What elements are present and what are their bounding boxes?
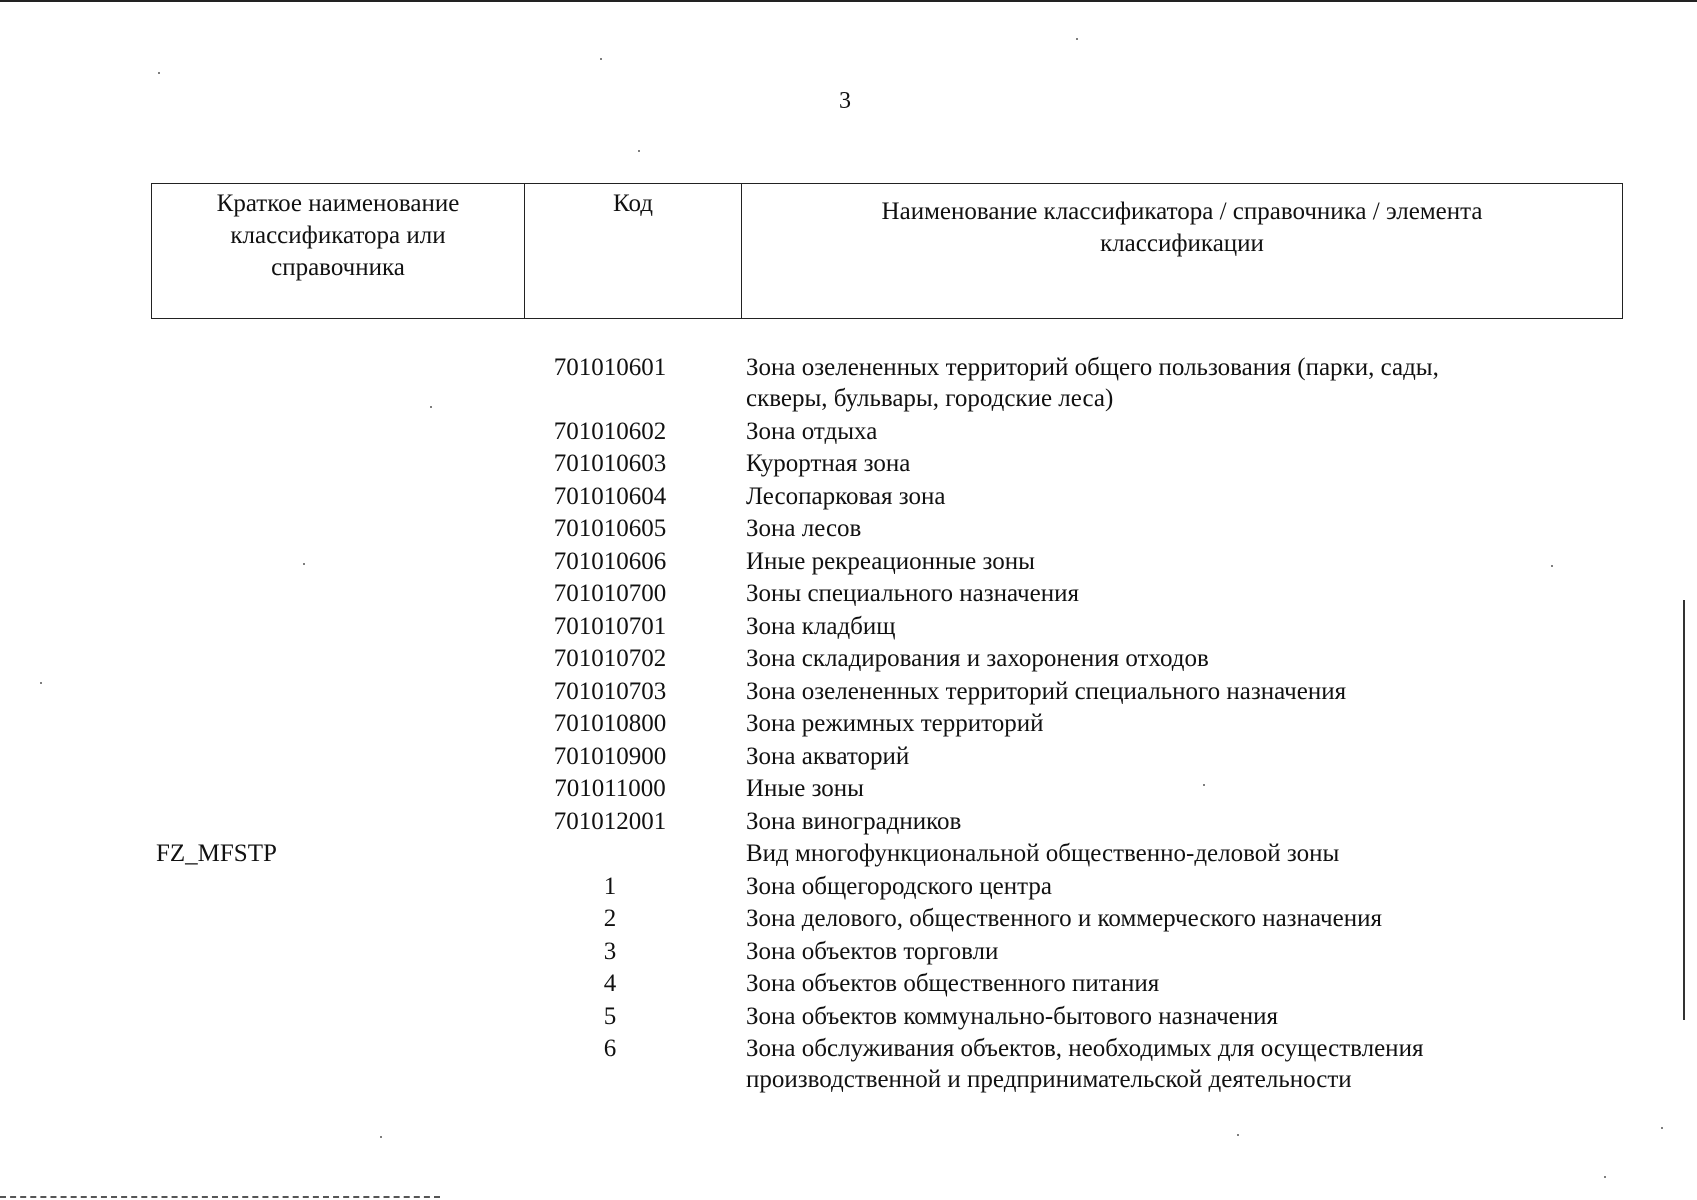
cell-short-name: FZ_MFSTP — [156, 840, 277, 867]
scan-speck — [158, 72, 160, 74]
cell-code: 701012001 — [553, 807, 667, 835]
cell-name — [746, 903, 1566, 934]
scan-speck — [1551, 565, 1553, 567]
header-name-line: Наименование классификатора / справочника / элемента — [881, 198, 1483, 225]
cell-name-line: Зоны специального назначения — [746, 580, 1079, 607]
cell-code: 701010604 — [553, 482, 667, 510]
cell-name — [746, 546, 1566, 577]
cell-name — [746, 968, 1566, 999]
cell-name-line: производственной и предпринимательской деятельности — [746, 1066, 1352, 1093]
cell-name — [746, 448, 1566, 479]
cell-name — [746, 1001, 1566, 1032]
header-short-name-line: классификатора или — [230, 222, 446, 249]
table-row — [0, 546, 1697, 577]
table-row — [0, 578, 1697, 609]
cell-name-line: Зона складирования и захоронения отходов — [746, 645, 1209, 672]
cell-name-line: Лесопарковая зона — [746, 482, 946, 510]
cell-name-line: Зона режимных территорий — [746, 710, 1044, 737]
cell-name — [746, 416, 1566, 447]
cell-name-line: скверы, бульвары, городские леса) — [746, 385, 1114, 412]
cell-code: 701010602 — [553, 417, 667, 445]
scan-speck — [1076, 38, 1078, 40]
page-number: 3 — [839, 88, 851, 114]
scan-speck — [600, 58, 602, 60]
cell-code: 1 — [603, 872, 617, 900]
cell-name — [746, 936, 1566, 967]
scan-edge-top — [0, 0, 1697, 2]
cell-name — [746, 708, 1566, 739]
header-name — [742, 184, 1622, 318]
cell-code: 701010900 — [553, 742, 667, 770]
cell-name-line: Зона акваторий — [746, 742, 910, 770]
table-row — [0, 741, 1697, 772]
table-row — [0, 481, 1697, 512]
cell-code: 2 — [603, 905, 617, 932]
cell-name-line: Зона обслуживания объектов, необходимых для осуществления — [746, 1035, 1424, 1062]
cell-name-line: Зона отдыха — [746, 417, 878, 445]
cell-name-line: Зона объектов торговли — [746, 937, 999, 965]
cell-code: 3 — [603, 937, 617, 965]
cell-name-line: Зона виноградников — [746, 807, 962, 835]
cell-name-line: Зона делового, общественного и коммерческого назначения — [746, 905, 1382, 932]
cell-code: 5 — [603, 1002, 617, 1030]
cell-name — [746, 611, 1566, 642]
cell-name — [746, 806, 1566, 837]
cell-code: 701010601 — [553, 354, 667, 381]
cell-name-line: Зона кладбищ — [746, 612, 896, 640]
cell-code: 701010603 — [553, 450, 667, 477]
scan-edge-bottom — [0, 1196, 440, 1198]
cell-name-line: Иные зоны — [746, 775, 864, 802]
cell-code: 6 — [603, 1035, 617, 1062]
cell-name-line: Зона лесов — [746, 515, 862, 542]
cell-name-line: Вид многофункциональной общественно-деловой зоны — [746, 840, 1340, 867]
cell-name — [746, 741, 1566, 772]
cell-name-line: Зона общегородского центра — [746, 872, 1052, 900]
header-code — [525, 184, 742, 318]
cell-name — [746, 352, 1566, 414]
table-row — [0, 806, 1697, 837]
cell-code: 4 — [603, 970, 617, 997]
scan-speck — [1237, 1134, 1239, 1136]
table-body — [0, 352, 1697, 1097]
cell-code: 701010800 — [553, 710, 667, 737]
cell-code: 701010703 — [553, 677, 667, 705]
cell-code: 701010701 — [553, 612, 667, 640]
table-row — [0, 1033, 1697, 1095]
table-row — [0, 352, 1697, 414]
table-row — [0, 513, 1697, 544]
cell-name — [746, 513, 1566, 544]
header-name-line: классификации — [1100, 230, 1264, 257]
cell-name-line: Зона озелененных территорий общего пользования (парки, сады, — [746, 354, 1439, 381]
cell-name-line: Зона объектов коммунально-бытового назначения — [746, 1002, 1279, 1030]
scan-speck — [430, 406, 432, 408]
cell-name — [746, 773, 1566, 804]
header-short-name — [152, 184, 525, 318]
scan-speck — [40, 682, 42, 684]
cell-code: 701010702 — [553, 645, 667, 672]
table-row — [0, 903, 1697, 934]
table-row — [0, 773, 1697, 804]
scan-speck — [303, 563, 305, 565]
table-row — [0, 838, 1697, 869]
cell-name-line: Курортная зона — [746, 450, 911, 477]
scan-speck — [1604, 1176, 1606, 1178]
table-header — [151, 183, 1623, 319]
cell-name — [746, 643, 1566, 674]
cell-name — [746, 676, 1566, 707]
table-row — [0, 1001, 1697, 1032]
table-row — [0, 416, 1697, 447]
table-row — [0, 643, 1697, 674]
table-row — [0, 871, 1697, 902]
cell-code: 701010700 — [553, 580, 667, 607]
table-row — [0, 611, 1697, 642]
table-row — [0, 676, 1697, 707]
header-short-name-line: справочника — [271, 254, 405, 281]
cell-name — [746, 838, 1566, 869]
cell-name — [746, 481, 1566, 512]
scan-speck — [638, 150, 640, 152]
cell-name-line: Зона озелененных территорий специального назначения — [746, 677, 1347, 705]
cell-code: 701010606 — [553, 547, 667, 575]
header-code-label: Код — [613, 190, 653, 217]
table-row — [0, 708, 1697, 739]
cell-name-line: Зона объектов общественного питания — [746, 970, 1160, 997]
header-short-name-line: Краткое наименование — [216, 190, 460, 217]
table-row — [0, 968, 1697, 999]
table-row — [0, 448, 1697, 479]
cell-name — [746, 578, 1566, 609]
cell-code: 701010605 — [553, 515, 667, 542]
scan-speck — [380, 1136, 382, 1138]
scan-speck — [1203, 784, 1205, 786]
cell-name-line: Иные рекреационные зоны — [746, 547, 1035, 575]
cell-name — [746, 871, 1566, 902]
scan-speck — [1661, 1127, 1663, 1129]
cell-name — [746, 1033, 1566, 1095]
table-row — [0, 936, 1697, 967]
cell-code: 701011000 — [554, 775, 666, 802]
